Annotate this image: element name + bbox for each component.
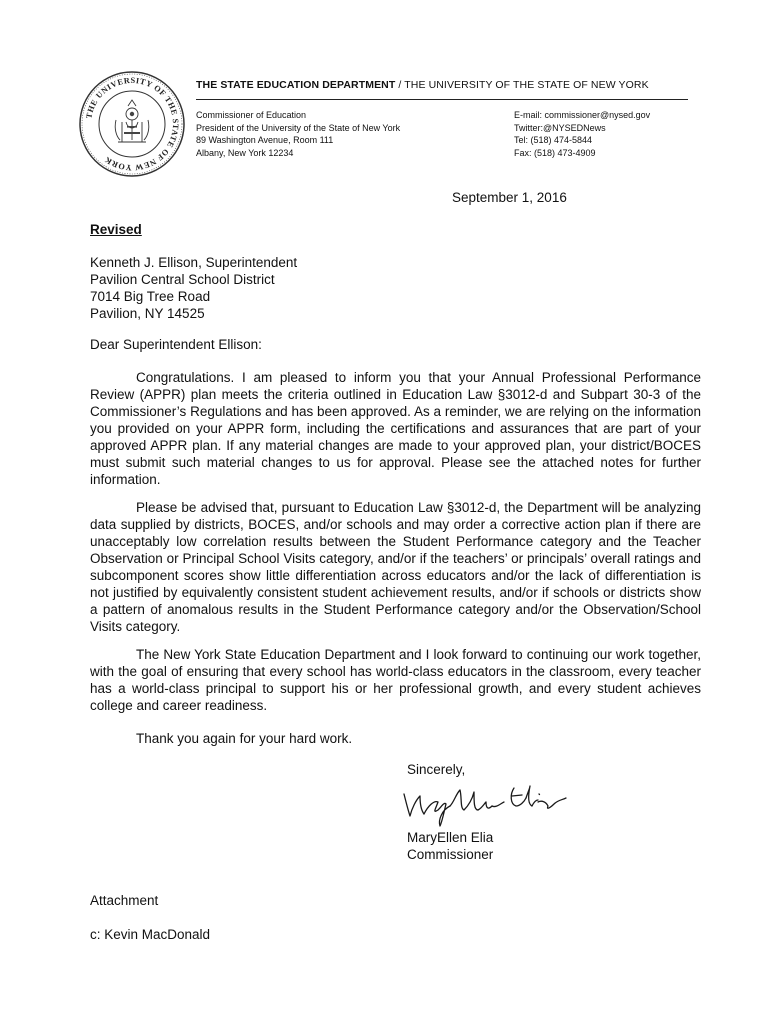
letterhead-divider [196,99,688,100]
office-line: Commissioner of Education [196,110,307,120]
office-address-block [196,109,400,159]
address-line: 7014 Big Tree Road [90,289,211,304]
department-title: THE STATE EDUCATION DEPARTMENT / THE UNIVERSITY OF THE STATE OF NEW YORK [196,79,649,91]
closing: Sincerely, [407,762,466,777]
signer-name: MaryEllen Elia [407,830,494,845]
thanks-line: Thank you again for your hard work. [136,731,353,746]
signer-block [407,829,493,863]
svg-text:THE UNIVERSITY OF THE STATE OF: THE UNIVERSITY OF THE STATE OF NEW YORK [84,75,181,173]
address-line: Pavilion, NY 14525 [90,306,205,321]
handwritten-signature-icon [398,780,568,828]
contact-email: E-mail: commissioner@nysed.gov [514,110,651,120]
revised-label: Revised [90,222,142,237]
contact-twitter: Twitter:@NYSEDNews [514,122,606,133]
signer-title: Commissioner [407,847,494,862]
salutation: Dear Superintendent Ellison: [90,337,262,352]
attachment-note: Attachment [90,893,159,908]
address-line: Kenneth J. Ellison, Superintendent [90,255,298,270]
address-line: Pavilion Central School District [90,272,275,287]
office-line: 89 Washington Avenue, Room 111 [196,135,334,145]
body-paragraph-3: The New York State Education Department and I look forward to continuing our work together, with the goal of ensuring that every school has world-class educators in the classroom, every teacher has a world-class principal to support his or her professional growth, and every student achieves college and career readiness. [90,647,701,713]
state-university-seal-icon [78,70,186,178]
contact-block [514,109,650,159]
contact-tel: Tel: (518) 474-5844 [514,135,593,145]
contact-fax: Fax: (518) 473-4909 [514,147,596,158]
office-line: President of the University of the State of New York [196,122,401,133]
letter-date: September 1, 2016 [452,190,567,205]
recipient-address [90,254,297,322]
cc-line: c: Kevin MacDonald [90,927,211,942]
office-line: Albany, New York 12234 [196,147,294,158]
body-paragraph-1: Congratulations. I am pleased to inform you that your Annual Professional Performance Review (APPR) plan meets the criteria outlined in Education Law §3012-d and Subpart 30-3 of the Commissioner’s Regulations and has been approved. As a reminder, we are relying on the information you provided on your APPR form, including the certifications and assurances that are part of your approved APPR plan. If any material changes are made to your approved plan, your district/BOCES must submit such material changes to us for approval. Please see the attached notes for further information. [90,370,701,487]
body-paragraph-2: Please be advised that, pursuant to Education Law §3012-d, the Department will be analyzing data supplied by districts, BOCES, and/or schools and may order a corrective action plan if there are unacceptably low correlation results between the Student Performance category and the Teacher Observation or Principal School Visits category, and/or if the teachers’ or principals’ overall ratings and subcomponent scores show little differentiation across educators and/or the lack of differentiation is not justified by equivalently consistent student achievement results, and/or if schools or districts show a pattern of anomalous results in the Student Performance category and/or the Observation/School Visits category. [90,500,701,634]
